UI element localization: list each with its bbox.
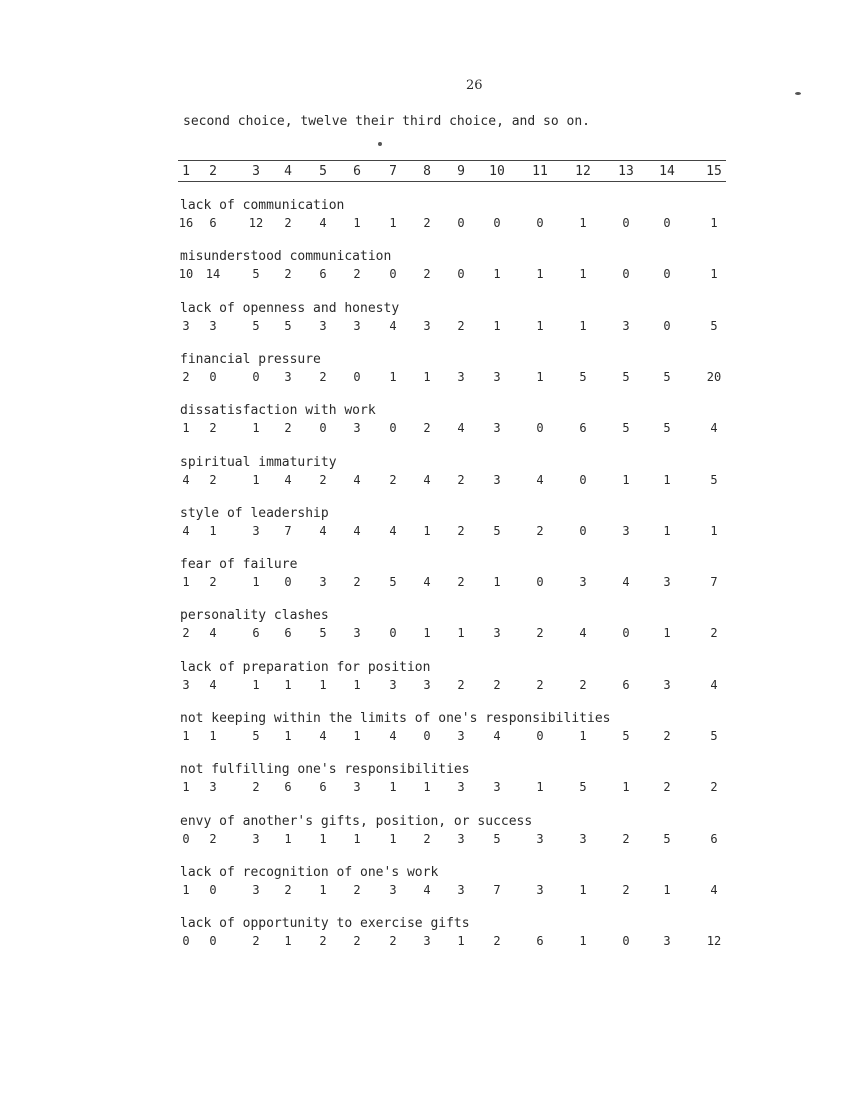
row-label: misunderstood communication	[180, 249, 392, 265]
table-cell: 2	[182, 369, 190, 384]
table-cell: 1	[710, 267, 718, 282]
table-cell: 5	[252, 267, 260, 282]
table-cell: 2	[457, 575, 465, 590]
table-cell: 3	[536, 882, 544, 897]
table-cell: 1	[710, 216, 718, 230]
scan-speck	[378, 142, 382, 146]
table-cell: 4	[622, 575, 630, 590]
table-cell: 2	[389, 472, 397, 487]
table-cell: 3	[389, 677, 397, 692]
table-cell: 1	[319, 677, 327, 692]
table-cell: 1	[493, 318, 501, 333]
table-cell: 2	[710, 626, 718, 641]
table-cell: 4	[710, 421, 718, 436]
table-cell: 3	[353, 318, 361, 333]
table-cell: 0	[389, 626, 397, 641]
table-cell: 3	[457, 831, 465, 846]
table-cell: 1	[182, 575, 190, 590]
table-cell: 1	[252, 472, 260, 487]
table-cell: 7	[493, 882, 501, 897]
table-cell: 3	[622, 318, 630, 333]
table-header-rule	[178, 181, 726, 182]
table-cell: 2	[536, 626, 544, 641]
table-cell: 1	[663, 523, 671, 538]
table-cell: 0	[536, 575, 544, 590]
table-cell: 4	[389, 318, 397, 333]
table-cell: 6	[622, 677, 630, 692]
table-cell: 2	[353, 575, 361, 590]
table-cell: 14	[205, 267, 221, 282]
table-cell: 2	[353, 267, 361, 282]
table-cell: 1	[423, 780, 431, 795]
column-header: 13	[618, 164, 634, 179]
row-label: lack of recognition of one's work	[180, 864, 439, 880]
table-cell: 2	[423, 267, 431, 282]
table-cell: 3	[423, 677, 431, 692]
table-cell: 2	[493, 934, 501, 949]
table-cell: 5	[493, 523, 501, 538]
table-cell: 5	[663, 421, 671, 436]
table-cell: 3	[284, 369, 292, 384]
table-cell: 6	[319, 780, 327, 795]
table-cell: 0	[389, 267, 397, 282]
table-cell: 2	[423, 831, 431, 846]
table-cell: 2	[536, 677, 544, 692]
row-label: style of leadership	[180, 505, 329, 521]
table-cell: 3	[493, 626, 501, 641]
table-cell: 2	[457, 318, 465, 333]
table-cell: 0	[622, 216, 630, 230]
table-cell: 3	[423, 318, 431, 333]
table-cell: 12	[248, 216, 264, 230]
table-cell: 1	[536, 318, 544, 333]
table-cell: 6	[536, 934, 544, 949]
table-cell: 3	[622, 523, 630, 538]
table-cell: 2	[284, 421, 292, 436]
table-cell: 5	[710, 729, 718, 743]
table-cell: 5	[622, 421, 630, 436]
table-cell: 1	[663, 472, 671, 487]
table-cell: 2	[536, 523, 544, 538]
table-cell: 4	[710, 882, 718, 897]
table-cell: 1	[579, 267, 587, 282]
table-cell: 5	[319, 626, 327, 641]
table-cell: 0	[209, 934, 217, 949]
table-cell: 16	[178, 216, 194, 230]
table-cell: 1	[353, 216, 361, 230]
column-header: 9	[457, 164, 465, 179]
table-cell: 6	[284, 780, 292, 795]
table-cell: 1	[457, 626, 465, 641]
table-cell: 3	[457, 369, 465, 384]
table-cell: 4	[710, 677, 718, 692]
table-cell: 3	[493, 780, 501, 795]
table-cell: 2	[423, 216, 431, 230]
table-cell: 3	[457, 780, 465, 795]
table-cell: 3	[663, 677, 671, 692]
table-cell: 2	[252, 934, 260, 949]
table-cell: 5	[284, 318, 292, 333]
table-cell: 2	[622, 882, 630, 897]
table-cell: 0	[493, 216, 501, 230]
table-cell: 3	[353, 421, 361, 436]
table-cell: 2	[353, 882, 361, 897]
table-cell: 2	[209, 831, 217, 846]
column-header: 6	[353, 164, 361, 179]
table-cell: 1	[353, 677, 361, 692]
row-label: lack of opportunity to exercise gifts	[180, 916, 470, 932]
table-cell: 0	[457, 267, 465, 282]
table-cell: 1	[182, 421, 190, 436]
table-cell: 0	[209, 882, 217, 897]
table-cell: 6	[710, 831, 718, 846]
table-cell: 2	[209, 472, 217, 487]
table-cell: 2	[457, 523, 465, 538]
table-cell: 6	[252, 626, 260, 641]
table-cell: 1	[710, 523, 718, 538]
table-cell: 3	[319, 318, 327, 333]
table-cell: 3	[423, 934, 431, 949]
table-cell: 6	[319, 267, 327, 282]
table-cell: 5	[493, 831, 501, 846]
table-cell: 0	[182, 831, 190, 846]
table-cell: 3	[353, 780, 361, 795]
table-cell: 1	[182, 729, 190, 743]
table-cell: 2	[284, 267, 292, 282]
table-cell: 0	[663, 216, 671, 230]
table-cell: 5	[252, 318, 260, 333]
table-cell: 1	[284, 831, 292, 846]
table-cell: 3	[252, 831, 260, 846]
table-cell: 1	[622, 472, 630, 487]
table-cell: 2	[457, 677, 465, 692]
table-cell: 1	[182, 882, 190, 897]
row-label: financial pressure	[180, 351, 321, 367]
table-cell: 1	[457, 934, 465, 949]
table-cell: 1	[252, 677, 260, 692]
column-header: 15	[706, 164, 722, 179]
table-cell: 1	[389, 369, 397, 384]
table-cell: 3	[457, 882, 465, 897]
table-cell: 0	[663, 318, 671, 333]
table-cell: 3	[209, 780, 217, 795]
table-cell: 0	[579, 472, 587, 487]
table-cell: 5	[710, 318, 718, 333]
table-cell: 1	[353, 831, 361, 846]
table-cell: 5	[252, 729, 260, 743]
table-cell: 3	[663, 575, 671, 590]
table-cell: 2	[353, 934, 361, 949]
table-cell: 2	[252, 780, 260, 795]
column-header: 14	[659, 164, 675, 179]
table-cell: 4	[423, 575, 431, 590]
table-cell: 3	[493, 369, 501, 384]
table-cell: 1	[579, 729, 587, 743]
table-cell: 3	[389, 882, 397, 897]
table-cell: 1	[284, 729, 292, 743]
table-cell: 4	[209, 626, 217, 641]
table-cell: 0	[209, 369, 217, 384]
table-cell: 2	[423, 421, 431, 436]
table-cell: 4	[579, 626, 587, 641]
table-cell: 1	[493, 267, 501, 282]
column-header: 2	[209, 164, 217, 179]
table-cell: 4	[284, 472, 292, 487]
table-cell: 10	[178, 267, 194, 282]
table-cell: 0	[252, 369, 260, 384]
table-cell: 2	[284, 216, 292, 230]
table-cell: 2	[319, 934, 327, 949]
table-cell: 2	[389, 934, 397, 949]
table-cell: 1	[284, 934, 292, 949]
table-cell: 6	[284, 626, 292, 641]
column-header: 5	[319, 164, 327, 179]
table-cell: 0	[423, 729, 431, 743]
table-cell: 6	[579, 421, 587, 436]
table-cell: 0	[536, 421, 544, 436]
table-cell: 3	[353, 626, 361, 641]
table-cell: 4	[182, 472, 190, 487]
table-cell: 3	[579, 575, 587, 590]
table-cell: 4	[182, 523, 190, 538]
row-label: fear of failure	[180, 557, 298, 573]
table-cell: 1	[423, 626, 431, 641]
row-label: personality clashes	[180, 608, 329, 624]
table-cell: 3	[493, 472, 501, 487]
table-cell: 0	[579, 523, 587, 538]
table-cell: 3	[252, 523, 260, 538]
table-cell: 5	[710, 472, 718, 487]
table-cell: 1	[209, 523, 217, 538]
row-label: not keeping within the limits of one's responsibilities	[180, 711, 611, 726]
row-label: dissatisfaction with work	[180, 403, 376, 419]
table-cell: 4	[423, 472, 431, 487]
column-header: 11	[532, 164, 548, 179]
table-cell: 3	[209, 318, 217, 333]
table-cell: 3	[319, 575, 327, 590]
table-cell: 3	[182, 677, 190, 692]
table-cell: 4	[423, 882, 431, 897]
table-cell: 4	[353, 472, 361, 487]
row-label: lack of communication	[180, 198, 345, 213]
row-label: lack of openness and honesty	[180, 300, 400, 316]
table-cell: 0	[182, 934, 190, 949]
table-cell: 1	[284, 677, 292, 692]
table-cell: 1	[423, 523, 431, 538]
table-cell: 4	[209, 677, 217, 692]
row-label: envy of another's gifts, position, or success	[180, 813, 533, 829]
intro-text: second choice, twelve their third choice, and so on.	[183, 114, 590, 129]
table-cell: 1	[209, 729, 217, 743]
row-label: lack of preparation for position	[180, 659, 431, 675]
table-cell: 1	[252, 421, 260, 436]
table-cell: 1	[579, 318, 587, 333]
table-cell: 3	[536, 831, 544, 846]
table-cell: 4	[319, 729, 327, 743]
table-cell: 1	[389, 780, 397, 795]
table-cell: 0	[389, 421, 397, 436]
table-cell: 0	[457, 216, 465, 230]
table-cell: 12	[706, 934, 722, 949]
table-cell: 7	[710, 575, 718, 590]
table-cell: 0	[663, 267, 671, 282]
table-cell: 4	[493, 729, 501, 743]
table-cell: 1	[663, 882, 671, 897]
table-cell: 1	[319, 831, 327, 846]
column-header: 8	[423, 164, 431, 179]
table-cell: 1	[389, 216, 397, 230]
table-cell: 3	[252, 882, 260, 897]
table-cell: 6	[209, 216, 217, 230]
column-header: 1	[182, 164, 190, 179]
table-cell: 1	[493, 575, 501, 590]
table-cell: 2	[284, 882, 292, 897]
column-header: 10	[489, 164, 505, 179]
table-cell: 0	[319, 421, 327, 436]
table-cell: 4	[536, 472, 544, 487]
table-cell: 2	[209, 575, 217, 590]
table-cell: 1	[353, 729, 361, 743]
scan-speck	[795, 92, 801, 95]
table-cell: 0	[353, 369, 361, 384]
table-cell: 5	[622, 729, 630, 743]
table-cell: 0	[622, 267, 630, 282]
table-cell: 2	[319, 472, 327, 487]
table-cell: 1	[319, 882, 327, 897]
table-cell: 20	[706, 369, 722, 384]
table-cell: 1	[663, 626, 671, 641]
table-cell: 2	[622, 831, 630, 846]
table-top-rule	[178, 160, 726, 161]
table-cell: 1	[536, 780, 544, 795]
table-cell: 5	[663, 831, 671, 846]
table-cell: 0	[536, 729, 544, 743]
table-cell: 4	[389, 523, 397, 538]
table-cell: 5	[663, 369, 671, 384]
table-cell: 3	[493, 421, 501, 436]
table-cell: 3	[579, 831, 587, 846]
table-cell: 2	[663, 729, 671, 743]
column-header: 3	[252, 164, 260, 179]
table-cell: 1	[182, 780, 190, 795]
table-cell: 1	[423, 369, 431, 384]
table-cell: 1	[579, 216, 587, 230]
table-cell: 1	[579, 934, 587, 949]
column-header: 4	[284, 164, 292, 179]
page-number: 26	[466, 78, 483, 93]
row-label: not fulfilling one's responsibilities	[180, 762, 470, 778]
table-cell: 1	[536, 267, 544, 282]
table-cell: 1	[622, 780, 630, 795]
column-header: 12	[575, 164, 591, 179]
table-cell: 3	[663, 934, 671, 949]
table-cell: 2	[319, 369, 327, 384]
table-cell: 5	[622, 369, 630, 384]
table-cell: 5	[389, 575, 397, 590]
table-cell: 0	[622, 626, 630, 641]
table-cell: 1	[579, 882, 587, 897]
table-cell: 2	[663, 780, 671, 795]
table-cell: 5	[579, 369, 587, 384]
table-cell: 3	[457, 729, 465, 743]
column-header: 7	[389, 164, 397, 179]
table-cell: 2	[579, 677, 587, 692]
table-cell: 2	[182, 626, 190, 641]
table-cell: 4	[353, 523, 361, 538]
table-cell: 7	[284, 523, 292, 538]
table-cell: 2	[457, 472, 465, 487]
table-cell: 4	[389, 729, 397, 743]
table-cell: 2	[209, 421, 217, 436]
table-cell: 1	[536, 369, 544, 384]
table-cell: 0	[536, 216, 544, 230]
row-label: spiritual immaturity	[180, 454, 337, 470]
table-cell: 1	[389, 831, 397, 846]
table-cell: 4	[319, 523, 327, 538]
table-cell: 0	[284, 575, 292, 590]
table-cell: 1	[252, 575, 260, 590]
table-cell: 4	[457, 421, 465, 436]
table-cell: 4	[319, 216, 327, 230]
table-cell: 2	[493, 677, 501, 692]
table-cell: 3	[182, 318, 190, 333]
table-cell: 0	[622, 934, 630, 949]
table-cell: 5	[579, 780, 587, 795]
table-cell: 2	[710, 780, 718, 795]
